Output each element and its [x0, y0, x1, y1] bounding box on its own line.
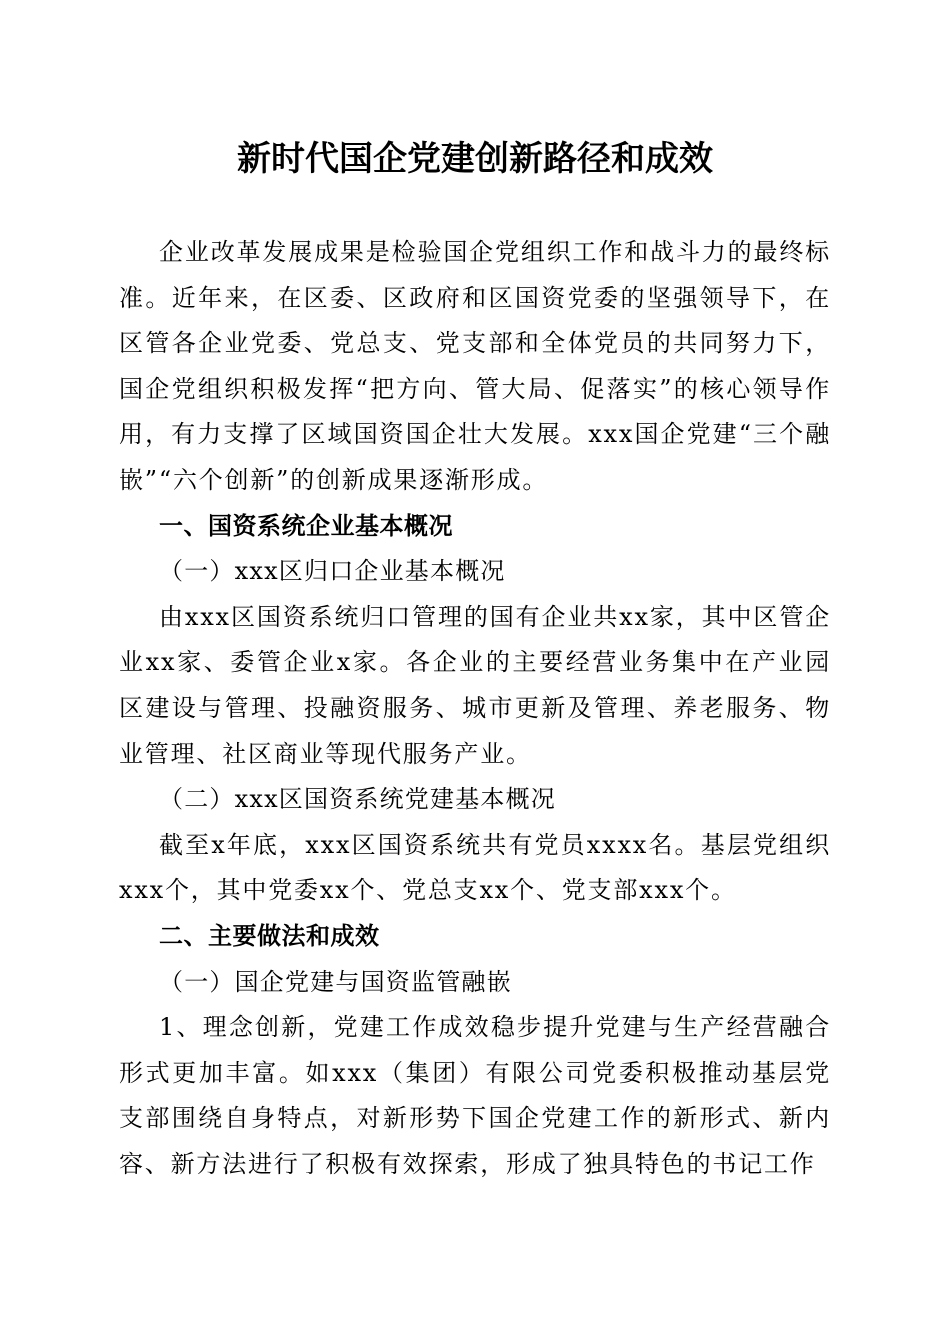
subsection-heading: （二）xxx区国资系统党建基本概况 — [159, 785, 557, 814]
section-heading: 一、国资系统企业基本概况 — [159, 511, 453, 540]
body-paragraph: 1、理念创新，党建工作成效稳步提升党建与生产经营融合形式更加丰富。如xxx（集团）有限公司党委积极推动基层党支部围绕自身特点，对新形势下国企党建工作的新形式、新内容、新方法进行了积极有效探索，形成了独具特色的书记工作 — [119, 1013, 831, 1178]
section-heading: 二、主要做法和成效 — [159, 921, 380, 950]
intro-paragraph: 企业改革发展成果是检验国企党组织工作和战斗力的最终标准。近年来，在区委、区政府和区国资党委的坚强领导下，在区管各企业党委、党总支、党支部和全体党员的共同努力下，国企党组织积极发挥“把方向、管大局、促落实”的核心领导作用，有力支撑了区域国资国企壮大发展。xxx国企党建“三个融嵌”“六个创新”的创新成果逐渐形成。 — [119, 238, 831, 494]
document-body — [119, 230, 831, 1187]
body-paragraph: 由xxx区国资系统归口管理的国有企业共xx家，其中区管企业xx家、委管企业x家。各企业的主要经营业务集中在产业园区建设与管理、投融资服务、城市更新及管理、养老服务、物业管理、社区商业等现代服务产业。 — [119, 602, 831, 768]
body-paragraph: 截至x年底，xxx区国资系统共有党员xxxx名。基层党组织xxx个，其中党委xx个、党总支xx个、党支部xxx个。 — [119, 830, 831, 905]
subsection-heading: （一）国企党建与国资监管融嵌 — [159, 967, 512, 996]
document-title: 新时代国企党建创新路径和成效 — [237, 139, 713, 179]
subsection-heading: （一）xxx区归口企业基本概况 — [159, 557, 506, 586]
